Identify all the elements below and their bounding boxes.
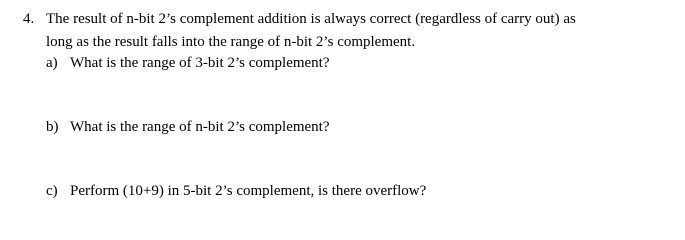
part-c-text: Perform (10+9) in 5-bit 2’s complement, is there overflow?	[70, 183, 427, 199]
part-a-text: What is the range of 3-bit 2’s complement?	[70, 55, 330, 71]
part-b-text: What is the range of n-bit 2’s complement?	[70, 119, 330, 135]
part-b-label: b)	[46, 119, 59, 135]
question-number: 4.	[23, 11, 35, 27]
part-c-label: c)	[46, 183, 58, 199]
part-a-label: a)	[46, 55, 58, 71]
question-intro-line-2: long as the result falls into the range of n-bit 2’s complement.	[46, 34, 416, 50]
question-intro-line-1: The result of n-bit 2’s complement addition is always correct (regardless of carry out) as	[46, 11, 576, 27]
